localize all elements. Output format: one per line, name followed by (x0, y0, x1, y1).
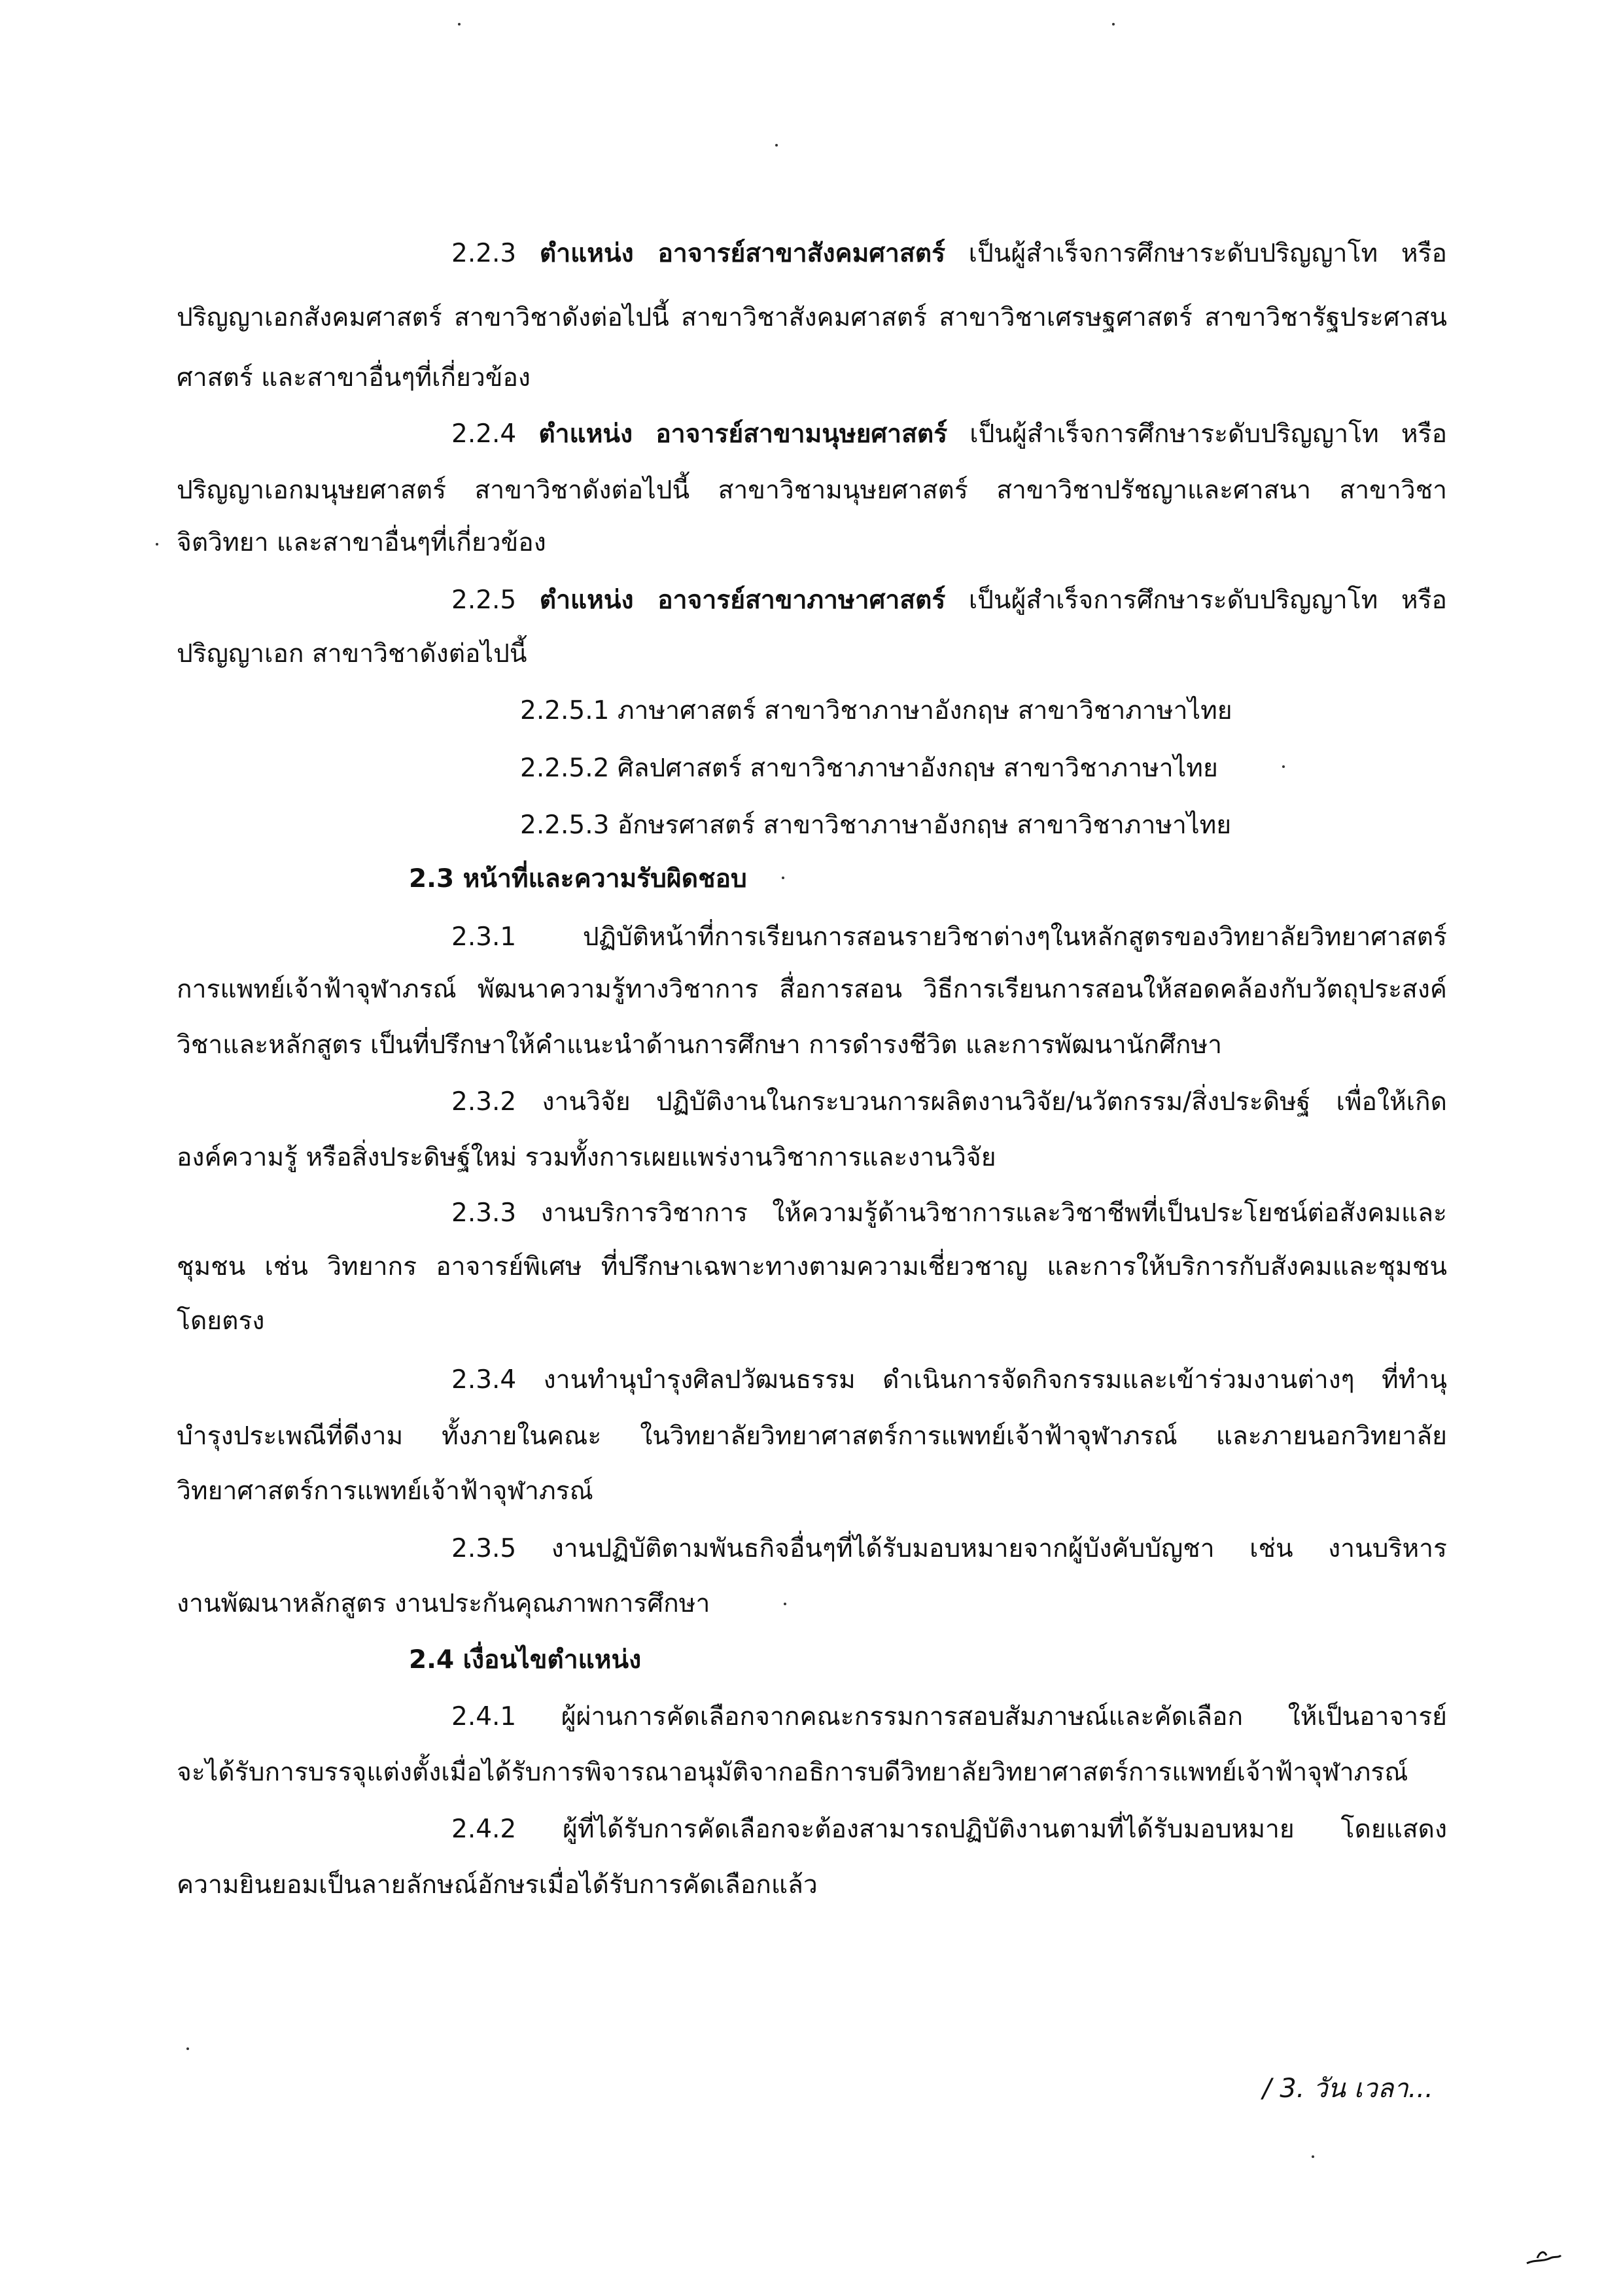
scan-speck (1312, 2155, 1314, 2158)
s224-num: 2.2.4 (451, 419, 517, 449)
s234-line-2: บำรุงประเพณีที่ดีงาม ทั้งภายในคณะ ในวิทยาลัยวิทยาศาสตร์การแพทย์เจ้าฟ้าจุฬาภรณ์ และภายนอกวิทยาลัย (177, 1421, 1447, 1451)
s233-line-1: 2.3.3 งานบริการวิชาการ ให้ความรู้ด้านวิชาการและวิชาชีพที่เป็นประโยชน์ต่อสังคมและ (451, 1198, 1447, 1228)
s242-line-2: ความยินยอมเป็นลายลักษณ์อักษรเมื่อได้รับการคัดเลือกแล้ว (177, 1870, 818, 1900)
s231-line-3: วิชาและหลักสูตร เป็นที่ปรึกษาให้คำแนะนำด้านการศึกษา การดำรงชีวิต และการพัฒนานักศึกษา (177, 1030, 1223, 1060)
s224-line-3: จิตวิทยา และสาขาอื่นๆที่เกี่ยวข้อง (177, 528, 546, 557)
scan-speck (186, 2047, 189, 2050)
s232-line-1: 2.3.2 งานวิจัย ปฏิบัติงานในกระบวนการผลิตงานวิจัย/นวัตกรรม/สิ่งประดิษฐ์ เพื่อให้เกิด (451, 1087, 1447, 1117)
s224-title: ตำแหน่ง อาจารย์สาขามนุษยศาสตร์ (538, 419, 948, 449)
scan-speck (784, 1603, 786, 1605)
s234-line-1: 2.3.4 งานทำนุบำรุงศิลปวัฒนธรรม ดำเนินการจัดกิจกรรมและเข้าร่วมงานต่างๆ ที่ทำนุ (451, 1365, 1447, 1395)
s231-line-2: การแพทย์เจ้าฟ้าจุฬาภรณ์ พัฒนาความรู้ทางวิชาการ สื่อการสอน วิธีการเรียนการสอนให้สอดคล้องกับวัตถุประสงค์ (177, 975, 1447, 1004)
heading-2-3: 2.3 หน้าที่และความรับผิดชอบ (409, 864, 747, 894)
heading-2-4: 2.4 เงื่อนไขตำแหน่ง (409, 1645, 642, 1675)
s225-line-2: ปริญญาเอก สาขาวิชาดังต่อไปนี้ (177, 639, 527, 669)
scan-speck (782, 877, 784, 879)
s234-line-3: วิทยาศาสตร์การแพทย์เจ้าฟ้าจุฬาภรณ์ (177, 1476, 593, 1506)
s225-item-1: 2.2.5.1 ภาษาศาสตร์ สาขาวิชาภาษาอังกฤษ สาขาวิชาภาษาไทย (520, 696, 1232, 725)
s225-rest: เป็นผู้สำเร็จการศึกษาระดับปริญญาโท หรือ (968, 585, 1447, 615)
scan-speck (458, 23, 461, 26)
s223-rest: เป็นผู้สำเร็จการศึกษาระดับปริญญาโท หรือ (968, 239, 1447, 268)
s224-rest: เป็นผู้สำเร็จการศึกษาระดับปริญญาโท หรือ (969, 419, 1447, 449)
s225-title: ตำแหน่ง อาจารย์สาขาภาษาศาสตร์ (539, 585, 946, 615)
s235-line-2: งานพัฒนาหลักสูตร งานประกันคุณภาพการศึกษา (177, 1589, 710, 1618)
scan-speck (1112, 23, 1115, 26)
s241-line-1: 2.4.1 ผู้ผ่านการคัดเลือกจากคณะกรรมการสอบสัมภาษณ์และคัดเลือก ให้เป็นอาจารย์ (451, 1702, 1447, 1731)
scan-speck (1282, 765, 1285, 768)
s233-line-2: ชุมชน เช่น วิทยากร อาจารย์พิเศษ ที่ปรึกษาเฉพาะทางตามความเชี่ยวชาญ และการให้บริการกับสังคมและชุมชน (177, 1252, 1447, 1281)
s225-line-1 (451, 587, 1447, 613)
s225-item-2: 2.2.5.2 ศิลปศาสตร์ สาขาวิชาภาษาอังกฤษ สาขาวิชาภาษาไทย (520, 754, 1218, 783)
s235-line-1: 2.3.5 งานปฏิบัติตามพันธกิจอื่นๆที่ได้รับมอบหมายจากผู้บังคับบัญชา เช่น งานบริหาร (451, 1534, 1447, 1563)
s223-line-2: ปริญญาเอกสังคมศาสตร์ สาขาวิชาดังต่อไปนี้ สาขาวิชาสังคมศาสตร์ สาขาวิชาเศรษฐศาสตร์ สาขาวิชารัฐประศาสน (177, 303, 1447, 332)
s225-item-3: 2.2.5.3 อักษรศาสตร์ สาขาวิชาภาษาอังกฤษ สาขาวิชาภาษาไทย (520, 810, 1232, 840)
s231-line-1: 2.3.1 ปฏิบัติหน้าที่การเรียนการสอนรายวิชาต่างๆในหลักสูตรของวิทยาลัยวิทยาศาสตร์ (451, 922, 1447, 952)
s223-num: 2.2.3 (451, 239, 517, 268)
s233-line-3: โดยตรง (177, 1306, 265, 1336)
s224-line-1 (451, 421, 1447, 447)
continuation-reference: / 3. วัน เวลา... (1263, 2074, 1433, 2104)
s223-title: ตำแหน่ง อาจารย์สาขาสังคมศาสตร์ (539, 239, 946, 268)
scan-speck (156, 543, 158, 546)
s224-line-2: ปริญญาเอกมนุษยศาสตร์ สาขาวิชาดังต่อไปนี้ สาขาวิชามนุษยศาสตร์ สาขาวิชาปรัชญาและศาสนา สาขาวิชา (177, 476, 1447, 505)
s241-line-2: จะได้รับการบรรจุแต่งตั้งเมื่อได้รับการพิจารณาอนุมัติจากอธิการบดีวิทยาลัยวิทยาศาสตร์การแพทย์เจ้าฟ้าจุฬาภรณ์ (177, 1758, 1408, 1787)
s232-line-2: องค์ความรู้ หรือสิ่งประดิษฐ์ใหม่ รวมทั้งการเผยแพร่งานวิชาการและงานวิจัย (177, 1143, 996, 1172)
s223-line-1 (451, 241, 1447, 266)
s242-line-1: 2.4.2 ผู้ที่ได้รับการคัดเลือกจะต้องสามารถปฏิบัติงานตามที่ได้รับมอบหมาย โดยแสดง (451, 1815, 1447, 1844)
s225-num: 2.2.5 (451, 585, 517, 615)
scan-speck (775, 144, 778, 147)
s223-line-3: ศาสตร์ และสาขาอื่นๆที่เกี่ยวข้อง (177, 363, 531, 392)
handwritten-initial-icon (1524, 2244, 1563, 2270)
